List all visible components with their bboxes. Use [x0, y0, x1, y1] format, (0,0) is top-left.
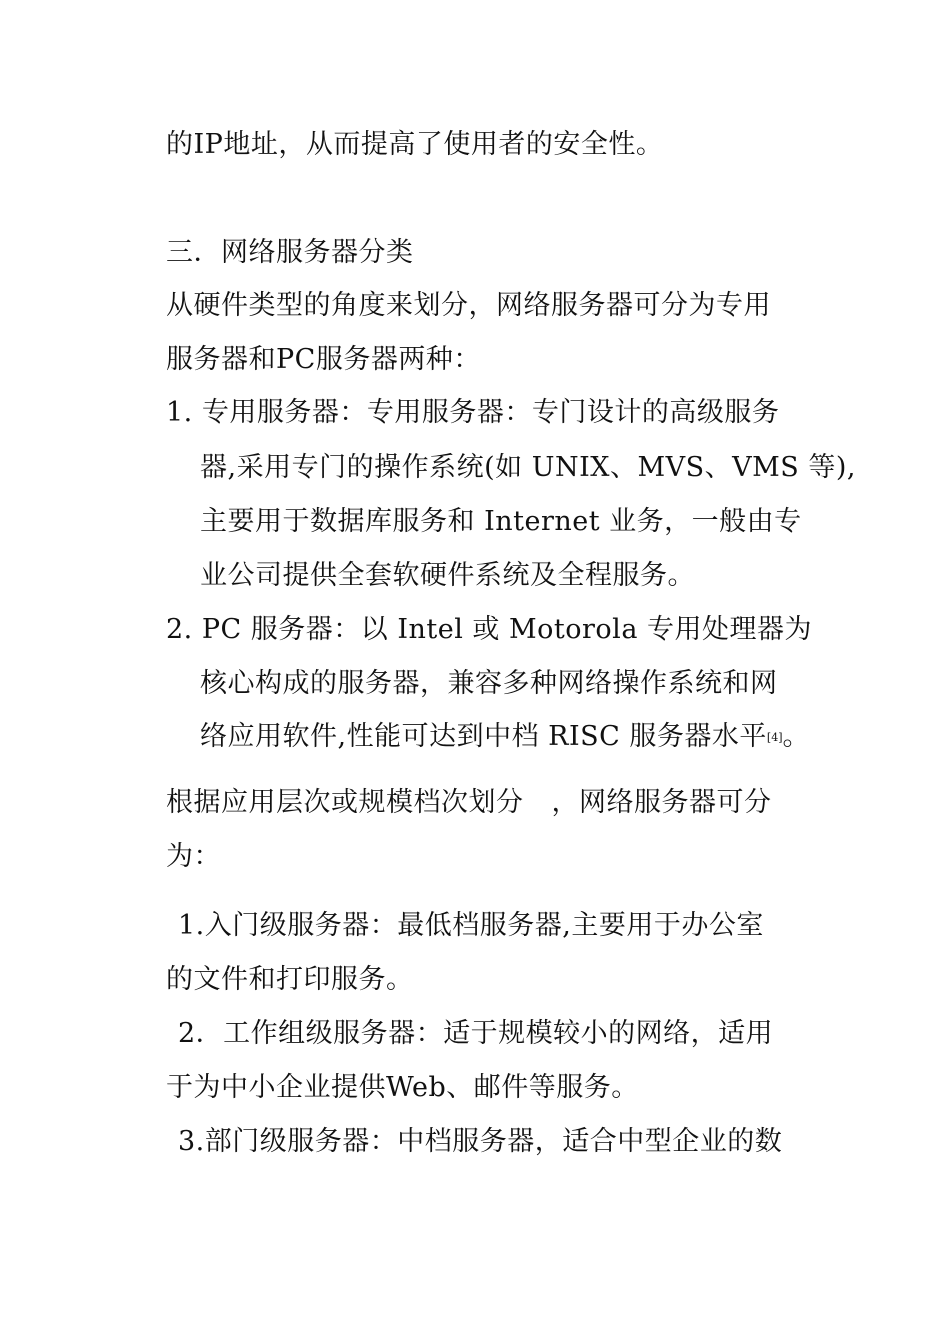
list-item-line: 核心构成的服务器，兼容多种网络操作系统和网: [200, 668, 778, 699]
list-item-line: 器,采用专门的操作系统(如 UNIX、MVS、VMS 等),: [200, 452, 856, 483]
list-item-line: 主要用于数据库服务和 Internet 业务，一般由专: [200, 506, 802, 537]
list-item-line: 1.入门级服务器：最低档服务器,主要用于办公室: [178, 910, 764, 941]
list-item-line: [200, 720, 810, 755]
list-item-line: 业公司提供全套软硬件系统及全程服务。: [200, 560, 695, 591]
paragraph-line: 服务器和PC服务器两种：: [166, 344, 481, 375]
paragraph-line: 从硬件类型的角度来划分，网络服务器可分为专用: [166, 290, 771, 321]
text-run: 根据应用层次或规模档次划分: [166, 787, 524, 818]
text-run: 。: [782, 721, 810, 752]
citation-ref: [4]: [766, 731, 783, 744]
list-item-line: 3.部门级服务器：中档服务器，适合中型企业的数: [178, 1126, 783, 1157]
section-heading: 三．网络服务器分类: [166, 237, 414, 268]
paragraph-line: 为：: [166, 841, 221, 872]
list-item-line: 于为中小企业提供Web、邮件等服务。: [166, 1072, 639, 1103]
list-item-line: 2. PC 服务器：以 Intel 或 Motorola 专用处理器为: [166, 614, 813, 645]
list-item-line: 1. 专用服务器：专用服务器：专门设计的高级服务: [166, 397, 780, 428]
paragraph-line: [166, 786, 772, 820]
text-run: ，网络服务器可分: [551, 787, 772, 818]
list-item-line: 的文件和打印服务。: [166, 964, 414, 995]
text-run: 络应用软件,性能可达到中档 RISC 服务器水平: [200, 721, 767, 752]
text-line: 的IP地址，从而提高了使用者的安全性。: [166, 129, 664, 160]
list-item-line: 2．工作组级服务器：适于规模较小的网络，适用: [178, 1018, 774, 1049]
